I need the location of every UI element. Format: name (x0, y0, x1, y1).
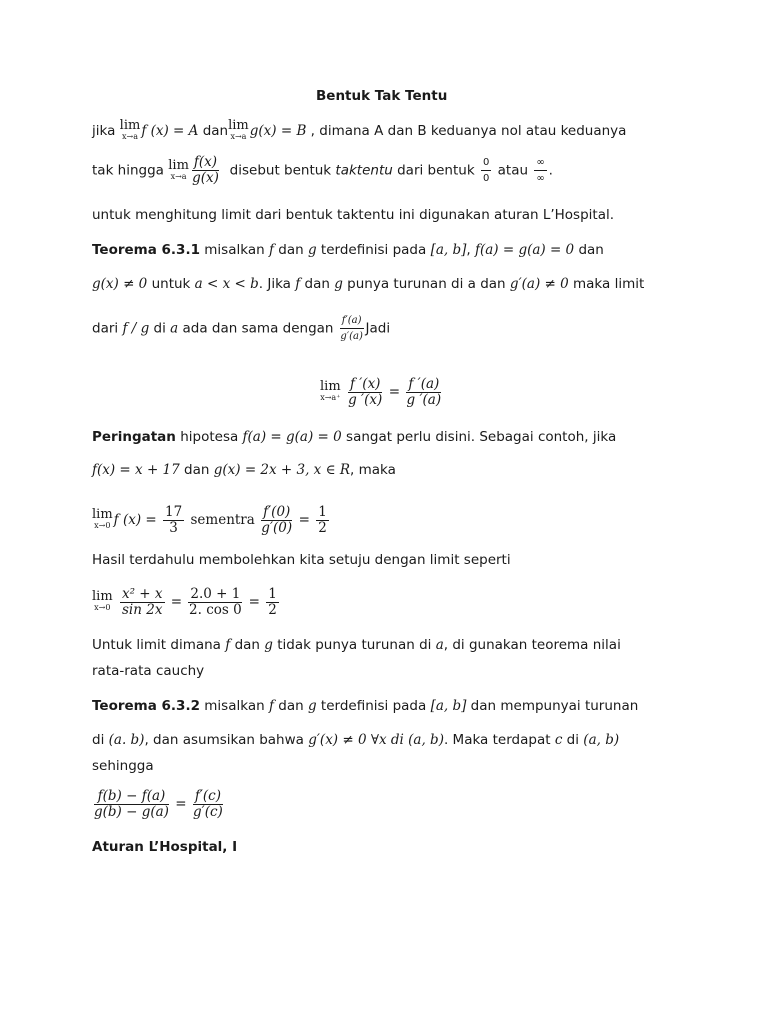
fraction: $\frac{f'(c)}{g'(c)}$ (193, 787, 223, 820)
math-expression: (a. b) (108, 732, 145, 748)
text: di (566, 732, 579, 748)
limit-operator: lim x→0 (92, 507, 113, 530)
example-equation-1 (92, 502, 331, 538)
theorem-631-line3 (92, 313, 390, 344)
example-equation-2 (92, 584, 281, 620)
math-symbol: g (264, 637, 273, 653)
text: Jadi (365, 320, 391, 337)
text: di (153, 320, 166, 337)
limit-operator: lim x→0 (92, 589, 113, 612)
fraction: $\frac{17}{3}$ (165, 503, 183, 536)
math-symbol: c (554, 732, 563, 748)
equals-sign: = (248, 594, 260, 610)
equals-sign: = (298, 512, 310, 528)
text: dan (304, 276, 330, 292)
fraction: $\frac{2.0 + 1}{2. \cos 0}$ (189, 585, 242, 618)
paragraph-cauchy-line1 (92, 636, 621, 654)
limit-operator: lim x→a (228, 118, 249, 141)
theorem-631-line2 (92, 275, 644, 293)
theorem-label: Teorema 6.3.1 (92, 242, 200, 258)
text: , dan asumsikan bahwa (144, 732, 304, 748)
math-expression: [a, b] (430, 698, 467, 714)
text: Untuk limit dimana (92, 637, 221, 653)
text: , (466, 242, 471, 258)
fraction-zero-zero: $\frac{0}{0}$ (482, 157, 490, 184)
equals-sign: = (170, 594, 183, 610)
fraction-derivatives: $\frac{f'(a)}{g'(a)}$ (340, 315, 363, 342)
math-expression: f (x) = A (141, 123, 199, 139)
text: dan (278, 698, 304, 714)
text: terdefinisi pada (320, 698, 427, 714)
text: di (92, 732, 105, 748)
text: , maka (350, 462, 396, 478)
text: atau (497, 162, 529, 179)
equals-sign: = (388, 384, 401, 400)
math-expression: f (x) = (113, 512, 157, 528)
display-equation-lhospital (320, 372, 443, 412)
math-expression: a < x < b (194, 276, 259, 292)
limit-operator: lim x→a (119, 118, 141, 141)
fraction: $\frac{f '(a)}{g '(a)}$ (406, 375, 442, 408)
math-symbol: f (268, 242, 274, 258)
math-expression: f(x) = x + 17 (92, 462, 180, 478)
text: tidak punya turunan di (277, 637, 432, 653)
section-heading: Aturan L’Hospital, I (92, 839, 238, 855)
math-expression: g′(x) ≠ 0 ∀x di (a, b) (308, 732, 444, 748)
math-symbol: f (225, 637, 231, 653)
peringatan-line2 (92, 461, 396, 479)
text: hipotesa (180, 429, 239, 445)
math-symbol: g (334, 276, 343, 292)
text: misalkan (204, 698, 265, 714)
math-expression: g(x) ≠ 0 (92, 276, 148, 292)
theorem-label: Teorema 6.3.2 (92, 698, 200, 714)
math-expression: f / g (122, 320, 150, 337)
italic-text: taktentu (335, 162, 393, 179)
display-equation-cauchy (92, 786, 225, 822)
text: dari bentuk (397, 162, 475, 179)
text: dan (184, 462, 210, 478)
text: dan (234, 637, 260, 653)
theorem-631-line1 (92, 241, 604, 259)
text: . Jika (258, 276, 291, 292)
text: sementra (190, 512, 255, 528)
math-expression: [a, b] (430, 242, 467, 258)
paragraph-definition-1 (92, 120, 626, 142)
text: terdefinisi pada (320, 242, 427, 258)
fraction: $\frac{1}{2}$ (318, 503, 327, 536)
theorem-632-line3: sehingga (92, 758, 154, 774)
fraction: $\frac{f(b) - f(a)}{g(b) - g(a)}$ (94, 787, 169, 820)
text: dan mempunyai turunan (470, 698, 639, 714)
fraction: $\frac{\text{x² + x}}{\sin 2x}$ (121, 585, 163, 618)
equals-sign: = (175, 796, 187, 812)
text: . (548, 162, 553, 179)
text: misalkan (204, 242, 265, 258)
text: untuk (151, 276, 191, 292)
text: punya turunan di a dan (347, 276, 506, 292)
fraction: $\frac{f '(x)}{g '(x)}$ (348, 375, 383, 408)
theorem-632-line1 (92, 697, 638, 715)
math-expression: f(a) = g(a) = 0 (474, 242, 575, 258)
fraction: $\frac{f(x)}{g(x)}$ (192, 154, 219, 186)
math-expression: g′(a) ≠ 0 (509, 276, 569, 292)
text: dan (202, 123, 229, 139)
text: . Maka terdapat (443, 732, 551, 748)
text: jika (92, 123, 116, 139)
page-title: Bentuk Tak Tentu (316, 88, 448, 104)
math-expression: g(x) = 2x + 3, x ∈ R (213, 462, 351, 478)
math-symbol: g (307, 698, 317, 714)
fraction: $\frac{f'(0)}{g'(0)}$ (261, 503, 293, 536)
limit-operator: lim x→a (168, 157, 189, 181)
text: disebut bentuk (229, 162, 332, 179)
warning-label: Peringatan (92, 429, 176, 445)
text: dan (578, 242, 604, 258)
math-symbol: f (268, 698, 274, 714)
math-symbol: a (170, 320, 179, 337)
math-expression: f(a) = g(a) = 0 (242, 429, 342, 445)
text: tak hingga (92, 162, 164, 179)
text: , dimana A dan B keduanya nol atau keduanya (310, 123, 627, 139)
fraction-inf-inf: $\frac{\infty}{\infty}$ (536, 157, 545, 184)
math-symbol: g (307, 242, 317, 258)
text: dan (278, 242, 304, 258)
paragraph-definition-2 (92, 155, 553, 186)
math-expression: g(x) = B (249, 123, 307, 139)
paragraph-hasil: Hasil terdahulu membolehkan kita setuju dengan limit seperti (92, 552, 511, 568)
paragraph-lhospital-intro: untuk menghitung limit dari bentuk taktentu ini digunakan aturan L’Hospital. (92, 207, 615, 223)
math-expression: (a, b) (583, 732, 620, 748)
text: , di gunakan teorema nilai (443, 637, 621, 653)
text: sangat perlu disini. Sebagai contoh, jika (346, 429, 617, 445)
theorem-632-line2 (92, 731, 619, 749)
math-symbol: a (435, 637, 444, 653)
text: maka limit (573, 276, 645, 292)
peringatan-line1 (92, 428, 616, 446)
text: dari (92, 320, 119, 337)
text: ada dan sama dengan (182, 320, 334, 337)
fraction: $\frac{1}{2}$ (268, 585, 277, 618)
paragraph-cauchy-line2: rata-rata cauchy (92, 663, 205, 679)
math-symbol: f (295, 276, 301, 292)
limit-operator: lim x→a⁺ (320, 379, 341, 402)
